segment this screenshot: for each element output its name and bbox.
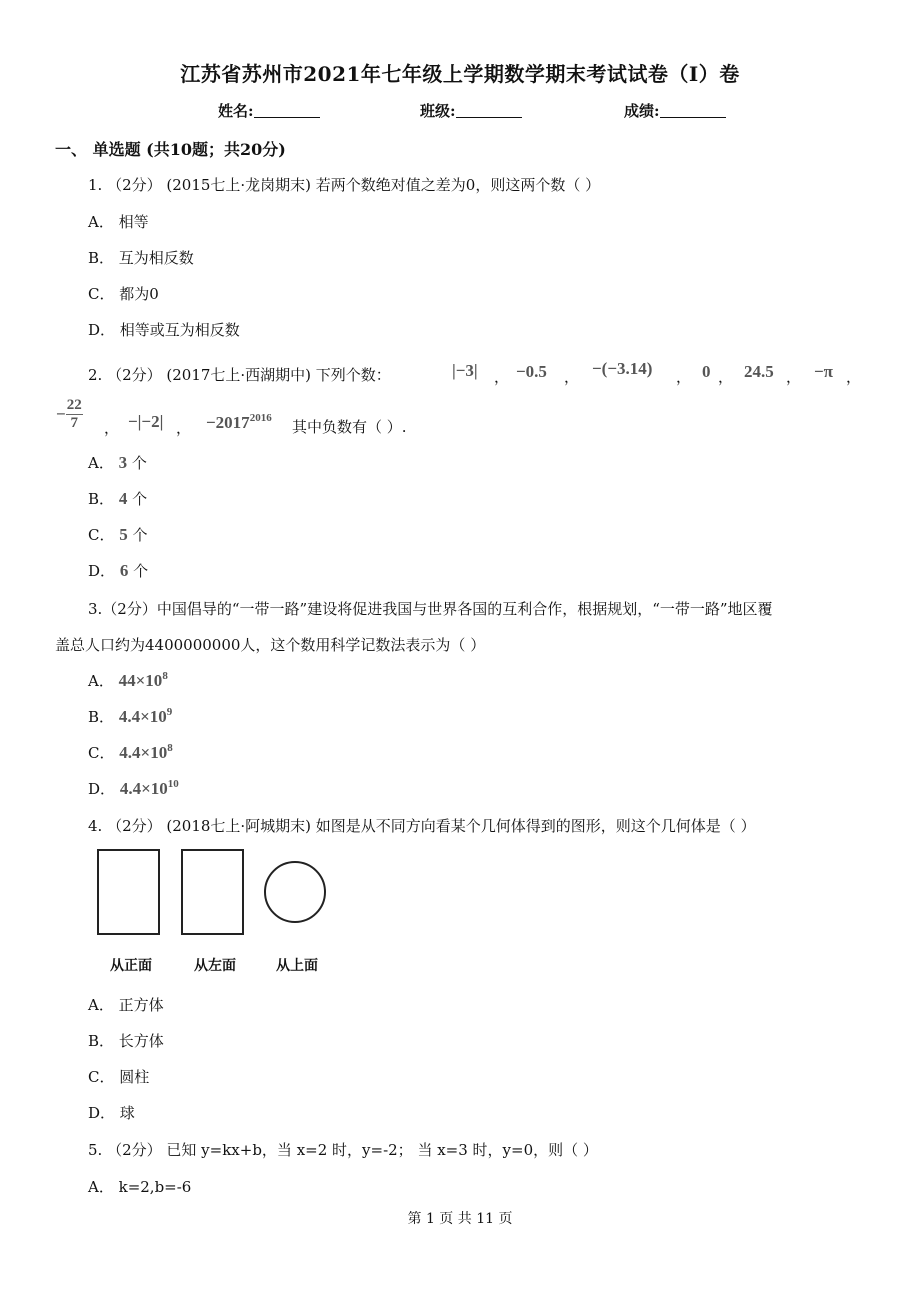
- q2-comma: ，: [786, 368, 802, 386]
- class-field: [420, 100, 522, 121]
- q2-comma: ，: [718, 368, 734, 386]
- question-2-stem: [88, 364, 391, 385]
- option-expression: [120, 779, 179, 798]
- option-unit: 个: [131, 454, 147, 472]
- option-expression: [119, 743, 172, 762]
- option-expression: [119, 707, 172, 726]
- q2-comma: ，: [564, 368, 580, 386]
- question-4-option-b[interactable]: B． 长方体: [88, 1032, 164, 1050]
- q2-num-neg-pi: −π: [814, 362, 834, 381]
- score-field: [624, 100, 726, 121]
- option-base: 4.4×10: [119, 743, 168, 762]
- view-label-front: 从正面: [110, 958, 152, 974]
- option-expression: [119, 671, 168, 690]
- option-exponent: 9: [166, 706, 173, 718]
- page-footer: 第 1 页 共 11 页: [407, 1211, 513, 1227]
- option-letter: B．: [88, 490, 115, 508]
- option-letter: D．: [88, 562, 116, 580]
- fraction-22-7: [66, 398, 83, 431]
- option-letter: A．: [88, 454, 114, 472]
- question-3-option-d[interactable]: [88, 778, 179, 799]
- option-letter: C．: [88, 526, 115, 544]
- q2-num-neg-0-5: −0.5: [516, 362, 547, 381]
- question-2-option-c[interactable]: [88, 524, 148, 545]
- name-field: [218, 100, 320, 121]
- q2-comma: ，: [846, 368, 862, 386]
- option-value: 6: [119, 561, 129, 580]
- option-unit: 个: [133, 562, 149, 580]
- q2-num-abs-neg3: |−3|: [452, 361, 478, 380]
- question-3-option-c[interactable]: [88, 742, 173, 763]
- question-2-option-d[interactable]: [88, 560, 148, 581]
- question-2-option-a[interactable]: [88, 452, 147, 473]
- q2-num-24-5: 24.5: [744, 362, 774, 381]
- fraction-numerator: 22: [66, 397, 82, 413]
- option-letter: C．: [88, 744, 115, 762]
- option-unit: 个: [132, 490, 148, 508]
- option-letter: B．: [88, 708, 115, 726]
- view-label-top: 从上面: [276, 958, 318, 974]
- option-base: 4.4×10: [118, 707, 167, 726]
- question-2-stem-suffix: 其中负数有（ ）.: [292, 418, 407, 436]
- question-4-option-a[interactable]: A． 正方体: [88, 996, 164, 1014]
- q2-comma: ，: [176, 419, 192, 437]
- q2-power-exponent: 2016: [249, 412, 272, 424]
- option-exponent: 8: [162, 670, 168, 682]
- question-1-option-a[interactable]: A． 相等: [88, 213, 149, 231]
- question-3-stem-line-1: 3.（2分）中国倡导的“一带一路”建设将促进我国与世界各国的互利合作，根据规划，“一带一路”地区覆: [88, 600, 773, 618]
- question-3-option-b[interactable]: [88, 706, 172, 727]
- view-label-left: 从左面: [194, 958, 236, 974]
- page-title: 江苏省苏州市2021年七年级上学期数学期末考试试卷（I）卷: [180, 62, 740, 86]
- question-4-stem: 4. （2分） (2018七上·阿城期末) 如图是从不同方向看某个几何体得到的图形，则这个几何体是（ ）: [88, 817, 756, 835]
- question-3-option-a[interactable]: [88, 670, 168, 691]
- q2-num-neg-abs-neg2: −|−2|: [128, 412, 164, 431]
- front-view-rectangle: [98, 850, 159, 934]
- option-base: 44×10: [118, 671, 163, 690]
- q2-power-base: −2017: [206, 413, 250, 432]
- question-1-option-d[interactable]: D． 相等或互为相反数: [88, 321, 240, 339]
- question-2-stem-prefix: 2. （2分） (2017七上·西湖期中) 下列个数：: [88, 366, 391, 384]
- option-base: 4.4×10: [119, 779, 168, 798]
- question-1-option-b[interactable]: B． 互为相反数: [88, 249, 194, 267]
- question-1-stem: 1. （2分） (2015七上·龙岗期末) 若两个数绝对值之差为0，则这两个数（ ）: [88, 176, 601, 194]
- q2-num-neg-neg-3-14: −(−3.14): [592, 359, 653, 378]
- question-3-stem-line-2: 盖总人口约为4400000000人，这个数用科学记数法表示为（ ）: [55, 636, 486, 654]
- class-label: 班级:: [420, 102, 456, 120]
- q2-comma: ，: [104, 419, 120, 437]
- question-1-option-c[interactable]: C． 都为0: [88, 285, 159, 303]
- top-view-circle: [265, 862, 325, 922]
- question-4-option-d[interactable]: D． 球: [88, 1104, 135, 1122]
- name-label: 姓名:: [218, 102, 254, 120]
- question-4-option-c[interactable]: C． 圆柱: [88, 1068, 150, 1086]
- option-value: 5: [119, 525, 128, 544]
- q2-fraction-sign: −: [56, 404, 66, 424]
- option-unit: 个: [132, 526, 148, 544]
- question-2-option-b[interactable]: [88, 488, 147, 509]
- class-blank[interactable]: [456, 103, 522, 118]
- left-view-rectangle: [182, 850, 243, 934]
- question-5-stem: 5. （2分） 已知 y=kx+b，当 x=2 时，y=-2； 当 x=3 时，y=0，则（ ）: [88, 1141, 598, 1159]
- fraction-denominator: 7: [70, 415, 78, 431]
- section-heading: 一、 单选题 (共10题；共20分): [55, 140, 286, 159]
- option-letter: A．: [88, 672, 114, 690]
- q2-fraction: [56, 398, 83, 431]
- q2-power: [206, 412, 272, 433]
- q2-comma: ，: [494, 368, 510, 386]
- score-label: 成绩:: [624, 102, 660, 120]
- question-5-option-a[interactable]: A． k=2,b=-6: [88, 1178, 192, 1196]
- name-blank[interactable]: [254, 103, 320, 118]
- score-blank[interactable]: [660, 103, 726, 118]
- q2-comma: ，: [676, 368, 692, 386]
- option-value: 3: [118, 453, 128, 472]
- option-letter: D．: [88, 780, 116, 798]
- option-exponent: 8: [167, 742, 173, 754]
- option-value: 4: [118, 489, 128, 508]
- option-exponent: 10: [167, 778, 179, 790]
- q2-num-zero: 0: [702, 362, 711, 381]
